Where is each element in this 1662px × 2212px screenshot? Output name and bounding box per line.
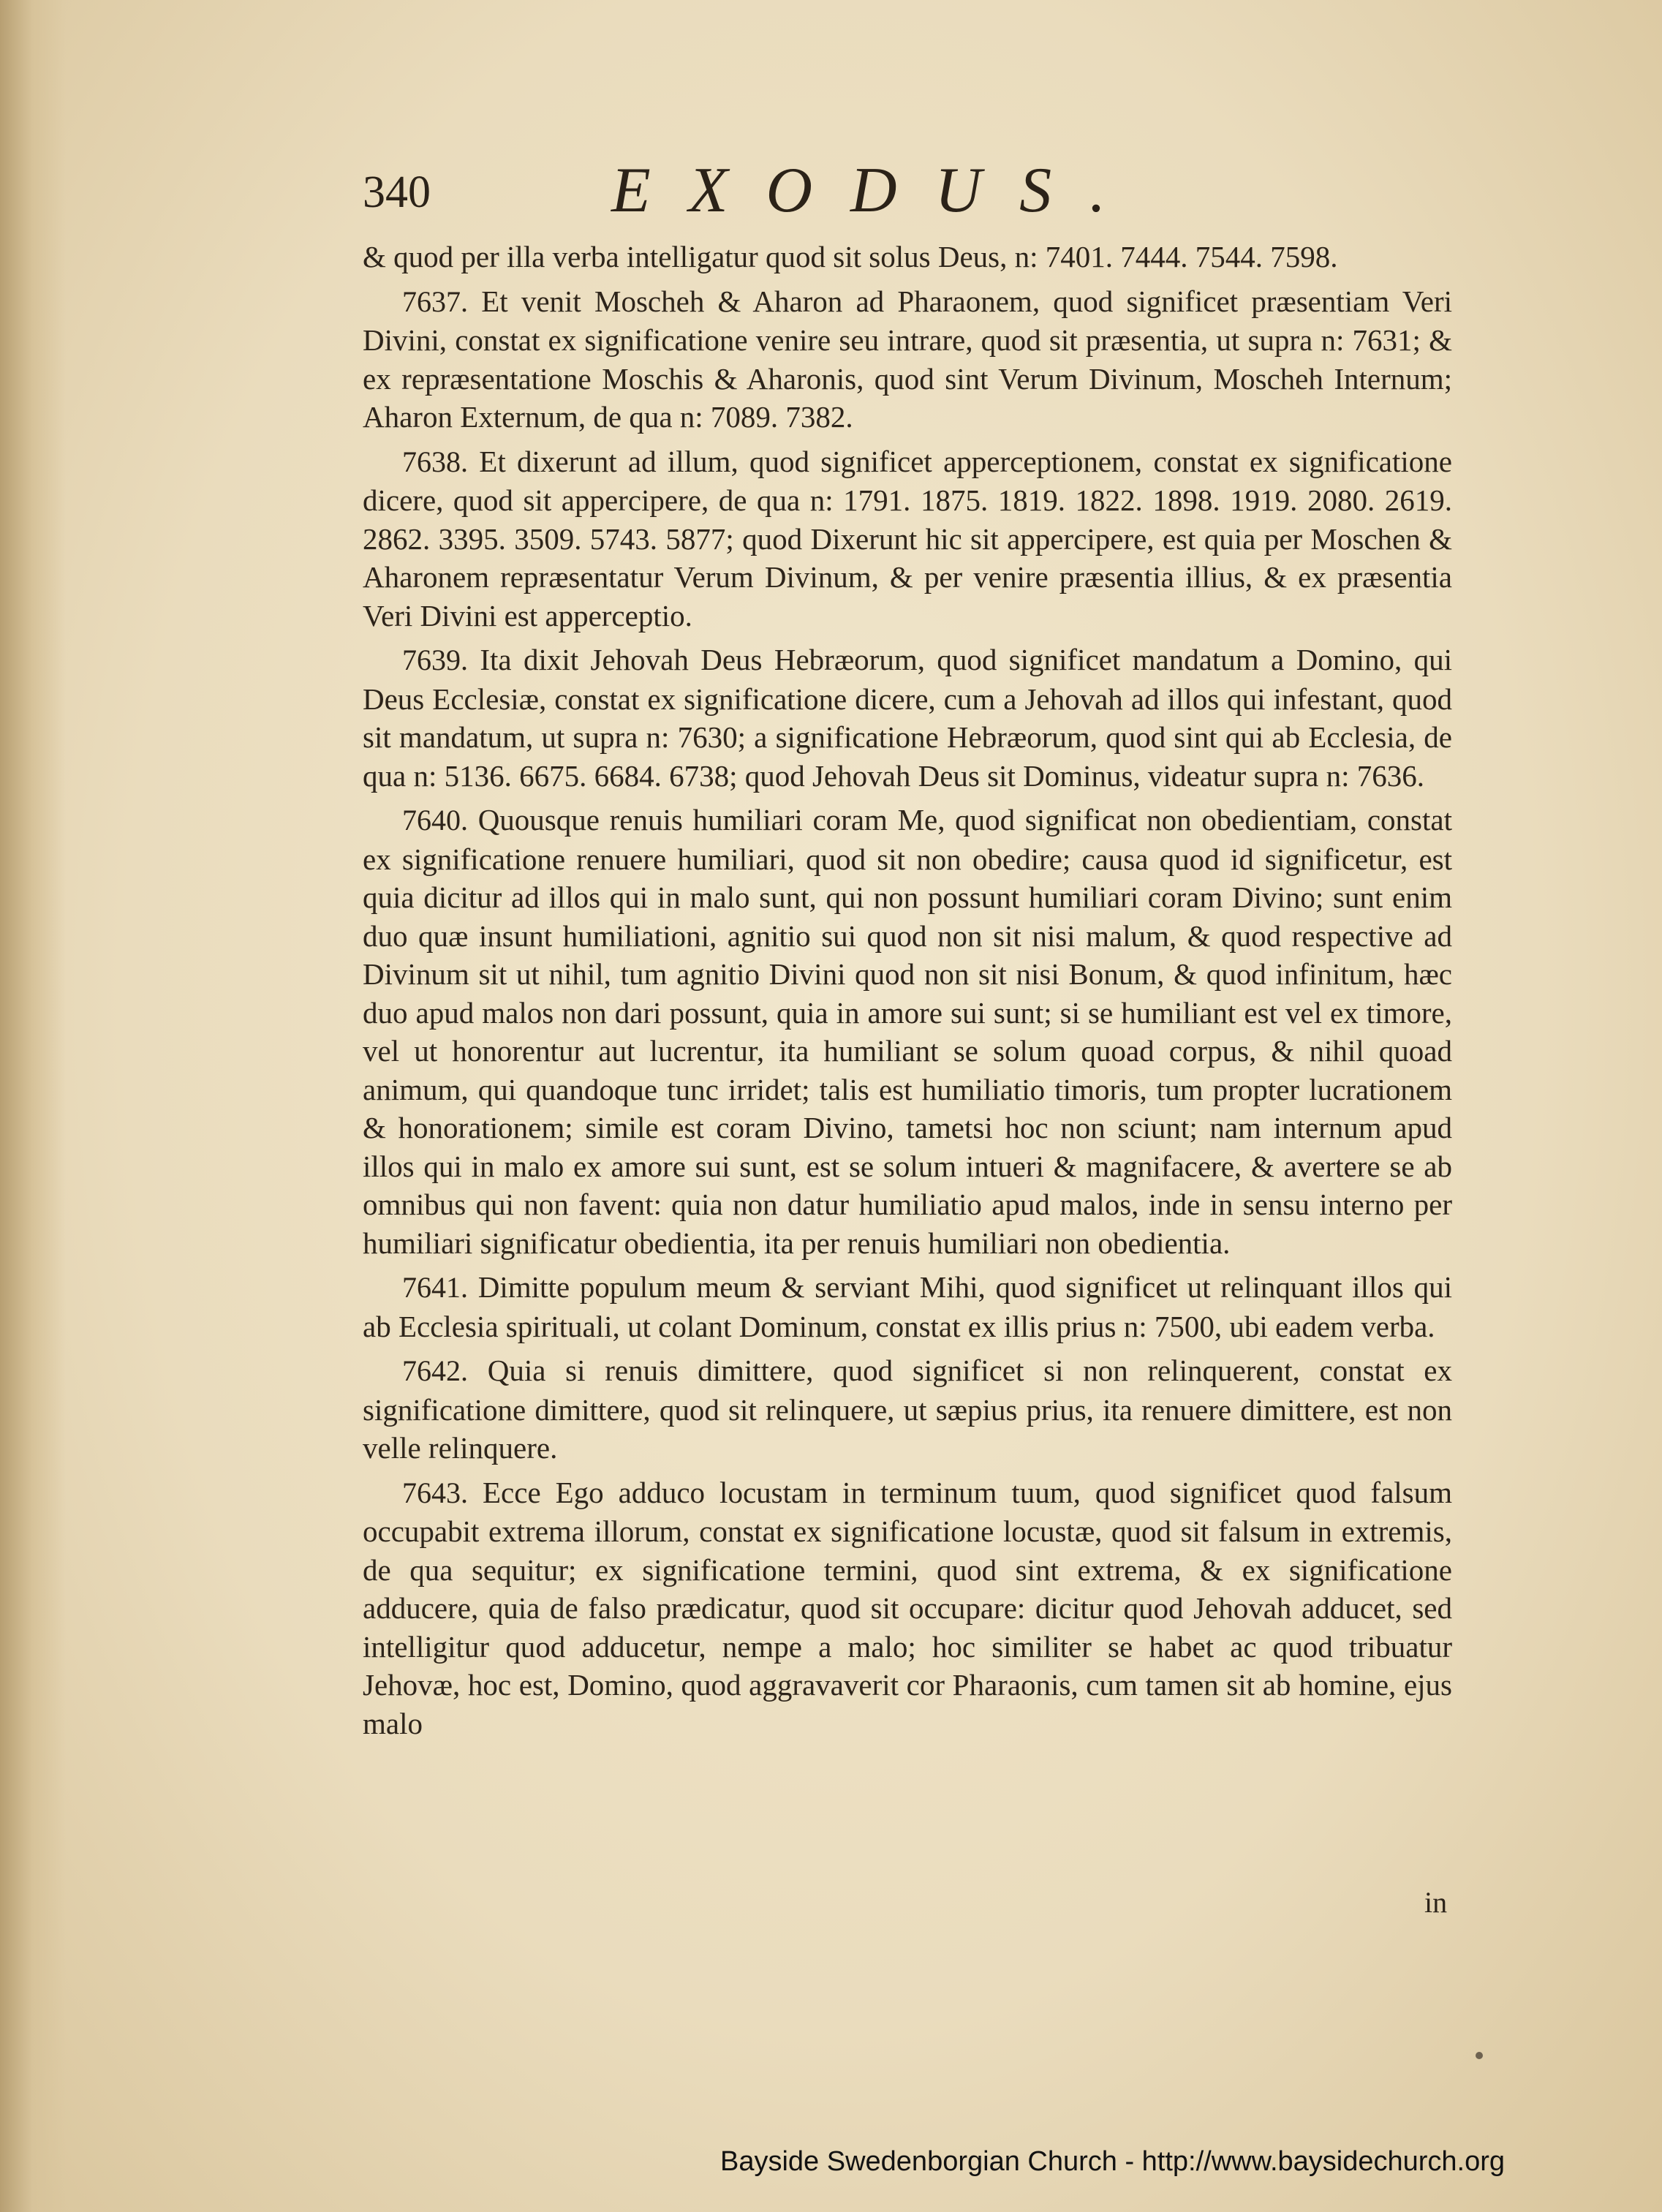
paper-speck <box>1476 2052 1483 2059</box>
paragraph-text: & quod per illa verba intelligatur quod sit solus Deus, n: 7401. 7444. 7544. 7598. <box>363 240 1338 273</box>
paragraph-text: Quousque renuis humiliari coram Me, quod significat non obedientiam, constat ex significatione renuere humiliari, quod sit non obedire; causa quod id significetur, est quia dicitur ad illos qui in malo sunt, qui non possunt humiliari coram Divino; sunt enim duo quæ insunt humiliationi, agnitio sui quod non sit nisi malum, & quod respective ad Divinum sit ut nihil, tum agnitio Divini quod non sit nisi Bonum, & quod infinitum, hæc duo apud malos non dari possunt, quia in amore sui sunt; si se humiliant est vel ex timore, vel ut honorentur aut lucrentur, ita humiliant se solum quoad corpus, & nihil quoad animum, qui quandoque tunc irridet; talis est humiliatio timoris, tum propter lucrationem & honorationem; simile est coram Divino, tametsi hoc non sciunt; nam internum apud illos qui in malo ex amore sui sunt, est se solum intueri & magnifacere, & avertere se ab omnibus qui non favent: quia non datur humiliatio apud malos, inde in sensu interno per humiliari significatur obedientia, ita per renuis humiliari non obedientia. <box>363 803 1452 1260</box>
paragraph-text: Et dixerunt ad illum, quod significet apperceptionem, constat ex significatione dicere, quod sit appercipere, de qua n: 1791. 1875. 1819. 1822. 1898. 1919. 2080. 2619. 2862. 3395. 3509. 5743. 5877; quod Dixerunt hic sit appercipere, est quia per Moschen & Aharonem repræsentatur Verum Divinum, & per venire præsentia illius, & ex præsentia Veri Divini est apperceptio. <box>363 444 1452 633</box>
paragraph-text: Et venit Moscheh & Aharon ad Pharaonem, quod significet præsentiam Veri Divini, constat ex significatione venire seu intrare, quod sit præsentia, ut supra n: 7631; & ex repræsentatione Moschis & Aharonis, quod sint Verum Divinum, Moscheh Internum; Aharon Externum, de qua n: 7089. 7382. <box>363 284 1453 434</box>
paragraph-text: Ecce Ego adduco locustam in terminum tuum, quod significet quod falsum occupabit extrema illorum, constat ex significatione locustæ, quod sit falsum in extremis, de qua sequitur; ex significatione termini, quod sint extrema, & ex significatione adducere, quia de falso prædicatur, quod sit occupare: dicitur quod Jehovah adducet, sed intelligitur quod adducetur, nempe a malo; hoc similiter se habet ac quod tribuatur Jehovæ, hoc est, Domino, quod aggravaverit cor Pharaonis, cum tamen sit ab homine, ejus malo <box>363 1475 1452 1740</box>
body-text <box>363 238 1452 1748</box>
paragraph-7642 <box>363 1351 1452 1468</box>
paragraph-text: Dimitte populum meum & serviant Mihi, quod significet ut relinquant illos qui ab Ecclesia spirituali, ut colant Dominum, constat ex illis prius n: 7500, ubi eadem verba. <box>363 1270 1452 1343</box>
page-header <box>363 154 1452 234</box>
paragraph-number: 7640. <box>402 804 468 837</box>
source-watermark: Bayside Swedenborgian Church - http://www.baysidechurch.org <box>720 2146 1506 2177</box>
running-title: EXODUS. <box>611 155 1144 226</box>
paragraph-number: 7638. <box>402 445 468 478</box>
paragraph-text: Ita dixit Jehovah Deus Hebræorum, quod significet mandatum a Domino, qui Deus Ecclesiæ, constat ex significatione dicere, cum a Jehovah ad illos qui infestant, quod sit mandatum, ut supra n: 7630; a significatione Hebræorum, quod sint qui ab Ecclesia, de qua n: 5136. 6675. 6684. 6738; quod Jehovah Deus sit Dominus, videatur supra n: 7636. <box>363 643 1453 793</box>
paragraph-continuation <box>363 238 1452 276</box>
paragraph-7639 <box>363 641 1452 795</box>
catchword: in <box>1424 1886 1448 1919</box>
paragraph-7637 <box>363 282 1452 437</box>
binding-gutter <box>0 0 66 2212</box>
paragraph-text: Quia si renuis dimittere, quod significet si non relinquerent, constat ex significatione dimittere, quod sit relinquere, ut sæpius prius, ita renuere dimittere, est non velle relinquere. <box>363 1354 1453 1465</box>
paragraph-number: 7639. <box>402 643 468 676</box>
paragraph-7641 <box>363 1268 1452 1345</box>
paragraph-number: 7637. <box>402 284 468 318</box>
paragraph-7638 <box>363 442 1452 635</box>
page-number: 340 <box>363 167 431 217</box>
paragraph-7640 <box>363 801 1452 1262</box>
paragraph-number: 7641. <box>402 1271 468 1304</box>
paragraph-number: 7642. <box>402 1354 468 1387</box>
paragraph-7643 <box>363 1473 1452 1743</box>
paragraph-number: 7643. <box>402 1476 468 1509</box>
